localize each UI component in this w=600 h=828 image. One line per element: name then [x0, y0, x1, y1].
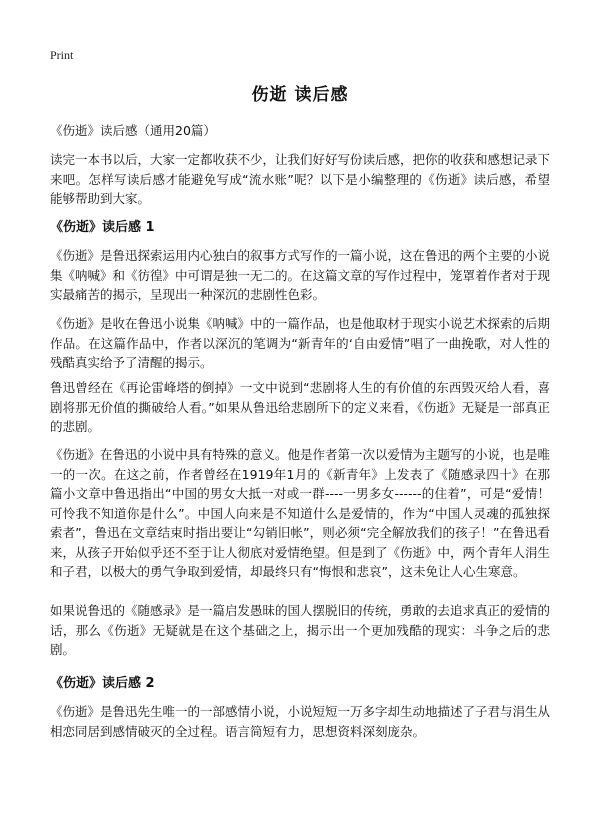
section-heading-2: 《伤逝》读后感 2: [50, 676, 155, 691]
intro-paragraph: 读完一本书以后，大家一定都收获不少，让我们好好写份读后感，把你的收获和感想记录下来吧。怎样写读后感才能避免写成“流水账”呢？以下是小编整理的《伤逝》读后感，希望能够帮助到大家。: [50, 152, 551, 206]
paragraph: 《伤逝》是收在鲁迅小说集《呐喊》中的一篇作品，也是他取材于现实小说艺术探索的后期作品。在这篇作品中，作者以深沉的笔调为“新青年的‘自由爱情”唱了一曲挽歌，对人性的残酷真实给予了清醒的揭示。: [50, 316, 551, 370]
paragraph: 《伤逝》是鲁迅探索运用内心独白的叙事方式写作的一篇小说，这在鲁迅的两个主要的小说集《呐喊》和《彷徨》中可谓是独一无二的。在这篇文章的写作过程中，笼罩着作者对于现实最痛苦的揭示，呈现出一种深沉的悲剧性色彩。: [50, 248, 551, 302]
paragraph: 鲁迅曾经在《再论雷峰塔的倒掉》一文中说到“悲剧将人生的有价值的东西毁灭给人看，喜剧将那无价值的撕破给人看。”如果从鲁迅给悲剧所下的定义来看，《伤逝》无疑是一部真正的悲剧。: [50, 380, 550, 434]
paragraph: 《伤逝》是鲁迅先生唯一的一部感情小说，小说短短一万多字却生动地描述了子君与涓生从相恋同居到感情破灭的全过程。语言简短有力，思想资料深刻庞杂。: [50, 704, 551, 739]
page-title: 伤逝 读后感: [251, 85, 349, 105]
paragraph: 如果说鲁迅的《随感录》是一篇启发愚昧的国人摆脱旧的传统，勇敢的去追求真正的爱情的话，那么《伤逝》无疑就是在这个基础之上，揭示出一个更加残酷的现实：斗争之后的悲剧。: [50, 603, 551, 657]
print-label: Print: [50, 48, 74, 62]
document-subtitle: 《伤逝》读后感（通用20篇）: [50, 123, 216, 138]
section-heading-1: 《伤逝》读后感 1: [50, 220, 155, 235]
paragraph: 《伤逝》在鲁迅的小说中具有特殊的意义。他是作者第一次以爱情为主题写的小说，也是唯一的一次。在这之前，作者曾经在1919年1月的《新青年》上发表了《随感录四十》在那篇小文章中鲁迅指出“中国的男女大抵一对或一群----一男多女------的住着”，可是“爱情！可怜我不知道你是什么”。中国人向来是不知道什么是爱情的，作为“中国人灵魂的孤独探索者”，鲁迅在文章结束时指出要让“勾销旧帐”，则必须“完全解放我们的孩子！”在鲁迅看来，从孩子开始似乎还不至于让人彻底对爱情绝望。但是到了《伤逝》中，两个青年人涓生和子君，以极大的勇气争取到爱情，却最终只有“悔恨和悲哀”，这未免让人心生寒意。: [50, 447, 551, 579]
